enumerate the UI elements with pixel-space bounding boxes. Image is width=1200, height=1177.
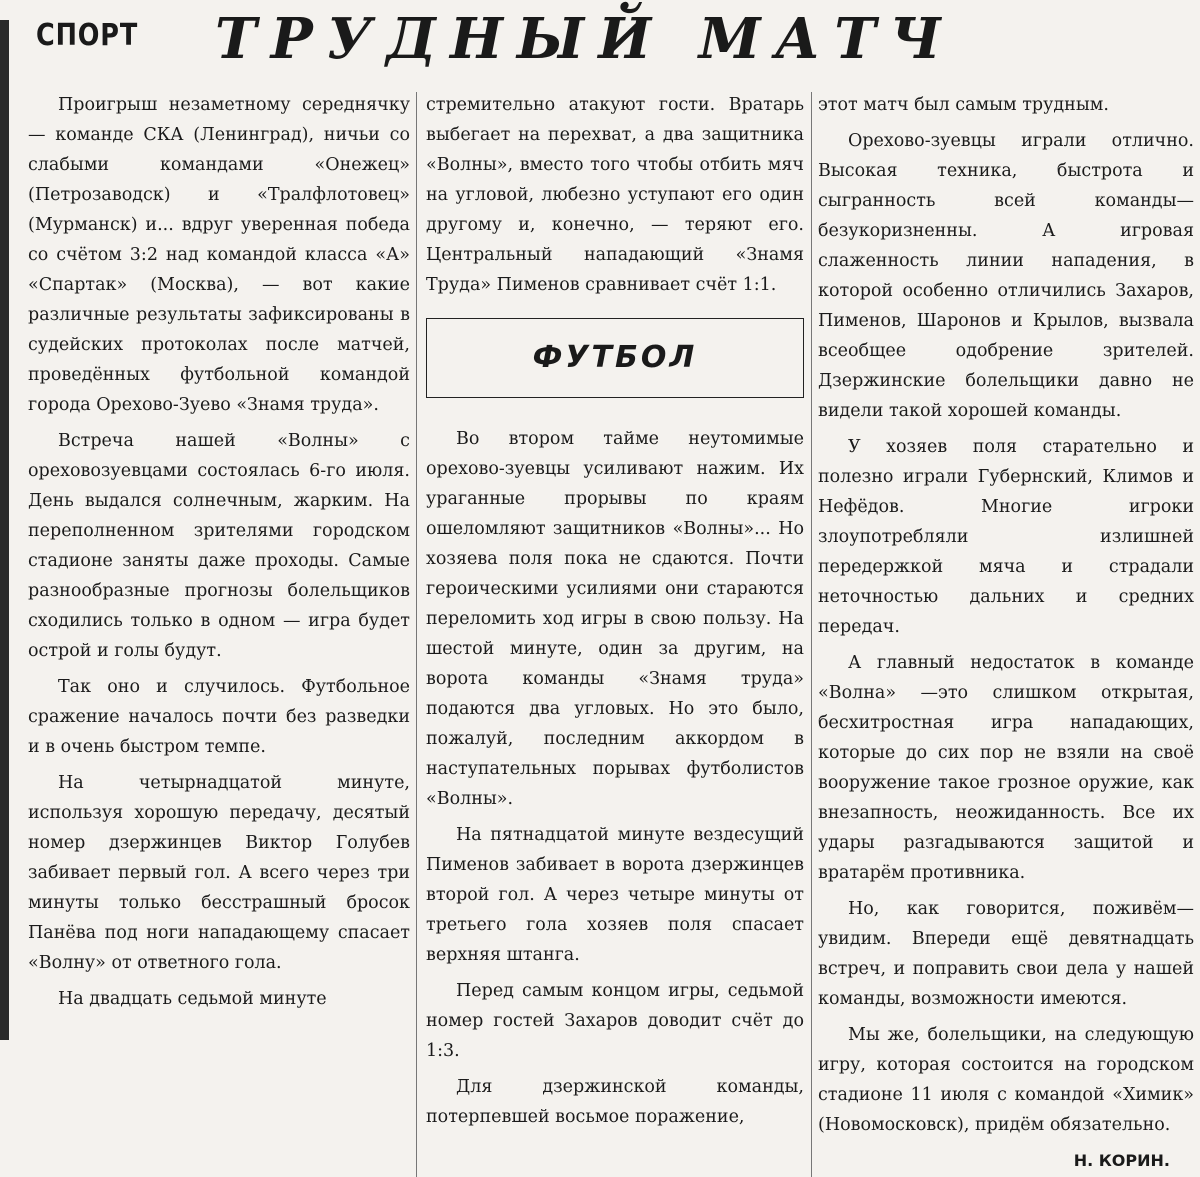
paragraph: Перед самым концом игры, седьмой номер гостей Захаров доводит счёт до 1:3. xyxy=(426,981,804,1061)
paragraph: Встреча нашей «Волны» с ореховозуевцами состоялась 6-го июля. День выдался солнечным, жарким. На переполненном зрителями городском стадионе заняты даже проходы. Самые разнообразные прогнозы болельщиков сходились только в одном — игра будет острой и голы будут. xyxy=(28,431,410,661)
paragraph: А главный недостаток в команде «Волна» —это слишком открытая, бесхитростная игра нападающих, которые до сих пор не взяли на своё вооружение такое грозное оружие, как внезапность, неожиданность. Все их удары разгадываются защитой и вратарём противника. xyxy=(818,653,1194,883)
left-margin-bar xyxy=(0,20,9,1040)
column-divider xyxy=(811,92,812,1177)
paragraph: На пятнадцатой минуте вездесущий Пименов забивает в ворота дзержинцев второй гол. А через четыре минуты от третьего гола хозяев поля спасает верхняя штанга. xyxy=(426,825,804,965)
article-column-1 xyxy=(28,90,410,1020)
paragraph: Проигрыш незаметному середнячку — команде СКА (Ленинград), ничьи со слабыми командами «Онежец» (Петрозаводск) и «Тралфлотовец» (Мурманск) и... вдруг уверенная победа со счётом 3:2 над командой класса «А» «Спартак» (Москва), — вот какие различные результаты зафиксированы в судейских протоколах после матчей, проведённых футбольной командой города Орехово-Зуево «Знамя труда». xyxy=(28,95,410,415)
paragraph: стремительно атакуют гости. Вратарь выбегает на перехват, а два защитника «Волны», вместо того чтобы отбить мяч на угловой, любезно уступают его один другому и, конечно, — теряют его. Центральный нападающий «Знамя Труда» Пименов сравнивает счёт 1:1. xyxy=(426,95,804,295)
article-column-3 xyxy=(818,90,1194,1176)
subhead-box xyxy=(426,318,804,398)
section-rubric: СПОРТ xyxy=(36,18,139,53)
paragraph: Так оно и случилось. Футбольное сражение началось почти без разведки и в очень быстром темпе. xyxy=(28,677,410,757)
paragraph: Орехово-зуевцы играли отлично. Высокая техника, быстрота и сыгранность всей команды—безукоризненны. А игровая слаженность линии нападения, в которой особенно отличились Захаров, Пименов, Шаронов и Крылов, вызвала всеобщее одобрение зрителей. Дзержинские болельщики давно не видели такой хорошей команды. xyxy=(818,131,1194,421)
paragraph: На двадцать седьмой минуте xyxy=(58,989,327,1009)
paragraph: Для дзержинской команды, потерпевшей восьмое поражение, xyxy=(426,1077,804,1127)
paragraph: этот матч был самым трудным. xyxy=(818,95,1109,115)
paragraph: Но, как говорится, поживём—увидим. Впереди ещё девятнадцать встреч, и поправить свои дела у нашей команды, возможности имеются. xyxy=(818,899,1194,1009)
paragraph: На четырнадцатой минуте, используя хорошую передачу, десятый номер дзержинцев Виктор Голубев забивает первый гол. А всего через три минуты только бесстрашный бросок Панёва под ноги нападающему спасает «Волну» от ответного гола. xyxy=(28,773,410,973)
author-signature: Н. КОРИН. xyxy=(1073,1151,1170,1170)
article-column-2 xyxy=(426,90,804,1138)
paragraph: Во втором тайме неутомимые орехово-зуевцы усиливают нажим. Их ураганные прорывы по краям ошеломляют защитников «Волны»... Но хозяева поля пока не сдаются. Почти героическими усилиями они стараются переломить ход игры в свою пользу. На шестой минуте, один за другим, на ворота команды «Знамя труда» подаются два угловых. Но это было, пожалуй, последним аккордом в наступательных порывах футболистов «Волны». xyxy=(426,429,804,809)
paragraph: Мы же, болельщики, на следующую игру, которая состоится на городском стадионе 11 июля с командой «Химик» (Новомосковск), придём обязательно. xyxy=(818,1025,1194,1135)
article-headline: ТРУДНЫЙ МАТЧ xyxy=(215,6,956,72)
paragraph: У хозяев поля старательно и полезно играли Губернский, Климов и Нефёдов. Многие игроки злоупотребляли излишней передержкой мяча и страдали неточностью дальних и средних передач. xyxy=(818,437,1194,637)
subhead: ФУТБОЛ xyxy=(532,340,698,375)
column-divider xyxy=(416,92,417,1177)
